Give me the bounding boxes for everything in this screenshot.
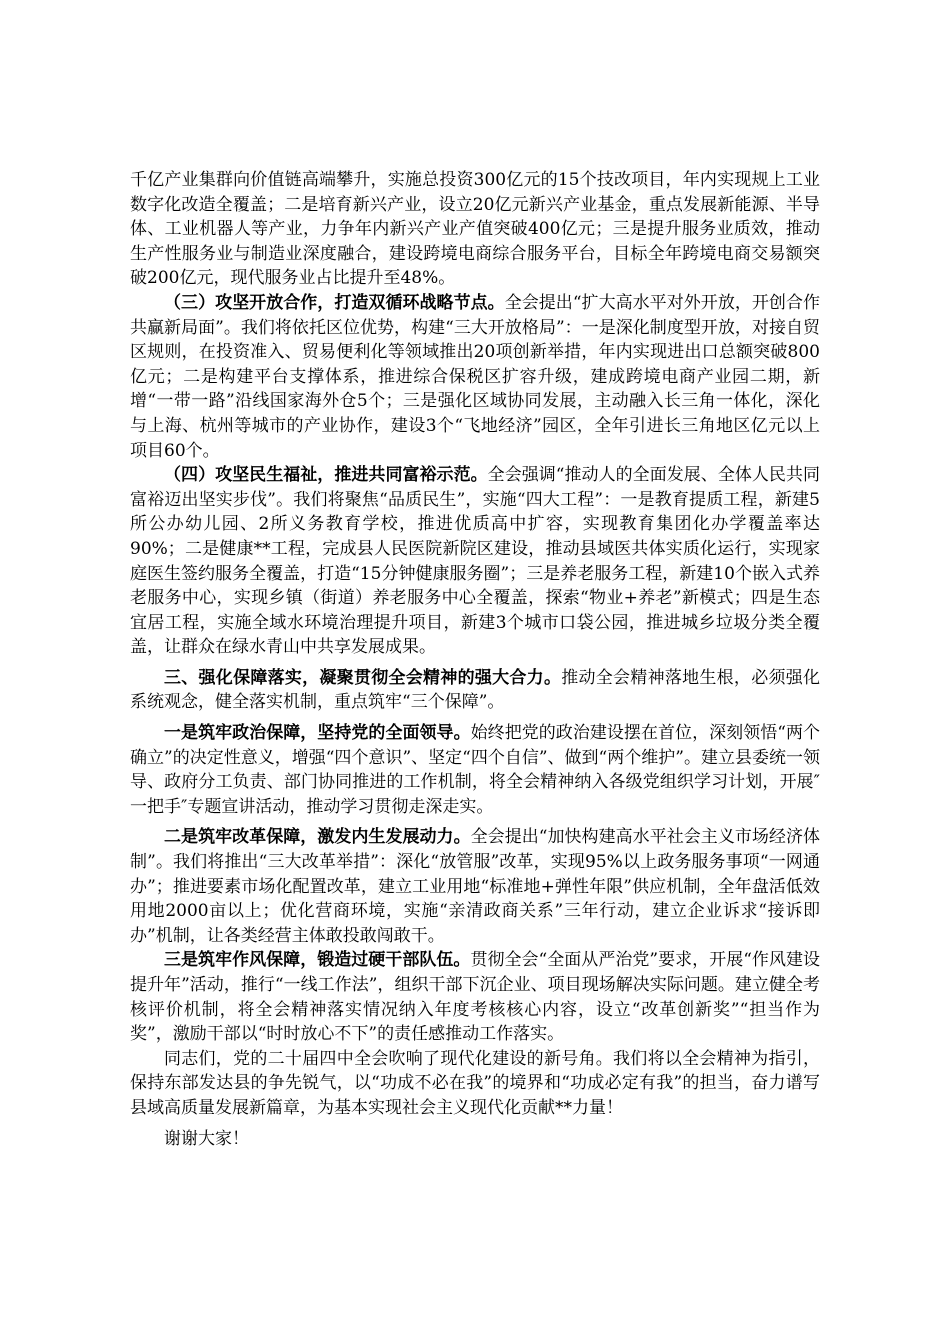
paragraph-heading: （三）攻坚开放合作，打造双循环战略节点。: [164, 292, 505, 313]
paragraph-heading: 三是筑牢作风保障，锻造过硬干部队伍。: [164, 950, 471, 971]
paragraph-political-guarantee: [130, 721, 820, 819]
paragraph-text: 全会提出“加快构建高水平社会主义市场经济体制”。我们将推出“三大改革举措”：深化“放管服”改革，实现95%以上政务服务事项“一网通办”；推进要素市场化配置改革，建立工业用地“标准地+弹性年限”供应机制，全年盘活低效用地2000亩以上；优化营商环境，实施“亲清政商关系”三年行动，建立企业诉求“接诉即办”机制，让各类经营主体敢投敢闯敢干。: [130, 827, 820, 946]
paragraph-section-three: [130, 666, 820, 715]
paragraph-text: 千亿产业集群向价值链高端攀升，实施总投资300亿元的15个技改项目，年内实现规上工业数字化改造全覆盖；二是培育新兴产业，设立20亿元新兴产业基金，重点发展新能源、半导体、工业机器人等产业，力争年内新兴产业产值突破400亿元；三是提升服务业质效，推动生产性服务业与制造业深度融合，建设跨境电商综合服务平台，目标全年跨境电商交易额突破200亿元，现代服务业占比提升至48%。: [130, 170, 820, 289]
paragraph-open-cooperation: [130, 291, 820, 463]
paragraph-text: 同志们，党的二十届四中全会吹响了现代化建设的新号角。我们将以全会精神为指引，保持东部发达县的争先锐气，以“功成不必在我”的境界和“功成必定有我”的担当，奋力谱写县域高质量发展新篇章，为基本实现社会主义现代化贡献**力量！: [130, 1048, 820, 1118]
section-heading: 三、强化保障落实，凝聚贯彻全会精神的强大合力。: [164, 667, 562, 688]
paragraph-style-guarantee: [130, 948, 820, 1046]
paragraph-text: 谢谢大家！: [164, 1128, 249, 1149]
paragraph-reform-guarantee: [130, 825, 820, 948]
paragraph-thanks: [130, 1127, 820, 1152]
paragraph-industry-continued: [130, 168, 820, 291]
paragraph-heading: 一是筑牢政治保障，坚持党的全面领导。: [164, 723, 471, 744]
paragraph-heading: （四）攻坚民生福祉，推进共同富裕示范。: [164, 465, 488, 486]
paragraph-text: 全会提出“扩大高水平对外开放，开创合作共赢新局面”。我们将依托区位优势，构建“三大开放格局”：一是深化制度型开放，对接自贸区规则，在投资准入、贸易便利化等领域推出20项创新举措，年内实现进出口总额突破800亿元；二是构建平台支撑体系，推进综合保税区扩容升级，建成跨境电商产业园二期，新增“一带一路”沿线国家海外仓5个；三是强化区域协同发展，主动融入长三角一体化，深化与上海、杭州等城市的产业协作，建设3个“飞地经济”园区，全年引进长三角地区亿元以上项目60个。: [130, 292, 820, 461]
paragraph-text: 推动全会精神落地生根，必须强化系统观念，健全落实机制，重点筑牢“三个保障”。: [130, 667, 821, 713]
paragraph-heading: 二是筑牢改革保障，激发内生发展动力。: [164, 827, 471, 848]
paragraph-text: 始终把党的政治建设摆在首位，深刻领悟“两个确立”的决定性意义，增强“四个意识”、坚定“四个自信”、做到“两个维护”。建立县委统一领导、政府分工负责、部门协同推进的工作机制，将全会精神纳入各级党组织学习计划，开展″一把手″专题宣讲活动，推动学习贯彻走深走实。: [130, 723, 820, 817]
paragraph-livelihood: [130, 463, 820, 660]
document-body: [130, 168, 820, 1151]
paragraph-text: 贯彻全会“全面从严治党”要求，开展“作风建设提升年”活动，推行“一线工作法”，组织干部下沉企业、项目现场解决实际问题。建立健全考核评价机制，将全会精神落实情况纳入年度考核核心内容，设立“改革创新奖”“担当作为奖”，激励干部以“时时放心不下”的责任感推动工作落实。: [130, 950, 821, 1045]
paragraph-text: 全会强调“推动人的全面发展、全体人民共同富裕迈出坚实步伐”。我们将聚焦“品质民生”，实施“四大工程”：一是教育提质工程，新建5所公办幼儿园、2所义务教育学校，推进优质高中扩容，实现教育集团化办学覆盖率达90%；二是健康**工程，完成县人民医院新院区建设，推动县域医共体实质化运行，实现家庭医生签约服务全覆盖，打造“15分钟健康服务圈”；三是养老服务工程，新建10个嵌入式养老服务中心，实现乡镇（街道）养老服务中心全覆盖，探索“物业+养老”新模式；四是生态宜居工程，实施全域水环境治理提升项目，新建3个城市口袋公园，推进城乡垃圾分类全覆盖，让群众在绿水青山中共享发展成果。: [130, 465, 820, 658]
paragraph-closing: [130, 1047, 820, 1121]
